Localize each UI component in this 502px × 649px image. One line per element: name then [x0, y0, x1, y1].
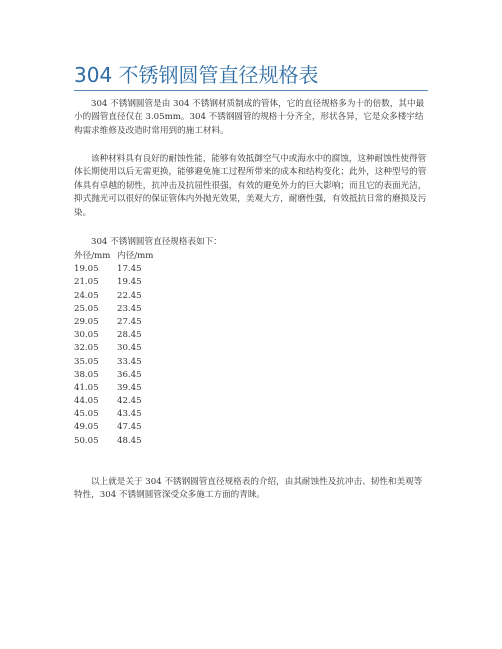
- inner-diameter-cell: 42.45: [117, 396, 142, 407]
- outer-diameter-cell: 25.05: [74, 303, 99, 314]
- inner-diameter-cell: 19.45: [117, 277, 142, 288]
- inner-diameter-cell: 22.45: [117, 290, 142, 301]
- outer-diameter-cell: 45.05: [74, 409, 99, 420]
- title-divider: [74, 90, 428, 91]
- outer-diameter-cell: 30.05: [74, 330, 99, 341]
- inner-diameter-cell: 23.45: [117, 303, 142, 314]
- outer-diameter-cell: 50.05: [74, 435, 99, 446]
- conclusion-paragraph: 以上就是关于 304 不锈钢圆管直径规格表的介绍，由其耐蚀性及抗冲击、韧性和美观等特性，304 不锈钢圆管深受众多施工方面的青睐。: [74, 477, 423, 501]
- header-outer-diameter: 外径/mm: [74, 251, 111, 261]
- table-row: [74, 382, 177, 395]
- table-row: [74, 369, 177, 382]
- inner-diameter-cell: 36.45: [117, 369, 142, 380]
- inner-diameter-cell: 28.45: [117, 330, 142, 341]
- outer-diameter-cell: 44.05: [74, 396, 99, 407]
- table-row: [74, 408, 177, 421]
- outer-diameter-cell: 38.05: [74, 369, 99, 380]
- outer-diameter-cell: 29.05: [74, 316, 99, 327]
- table-row: [74, 290, 177, 303]
- inner-diameter-cell: 48.45: [117, 435, 142, 446]
- table-row: [74, 421, 177, 434]
- inner-diameter-cell: 43.45: [117, 409, 142, 420]
- table-row: [74, 435, 177, 448]
- outer-diameter-cell: 21.05: [74, 277, 99, 288]
- outer-diameter-cell: 41.05: [74, 382, 99, 393]
- inner-diameter-cell: 33.45: [117, 356, 142, 367]
- table-intro: 304 不锈钢圆管直径规格表如下：: [91, 237, 222, 247]
- table-header-row: [74, 250, 177, 263]
- header-inner-diameter: 内径/mm: [117, 251, 154, 261]
- outer-diameter-cell: 19.05: [74, 264, 99, 275]
- inner-diameter-cell: 30.45: [117, 343, 142, 354]
- outer-diameter-cell: 32.05: [74, 343, 99, 354]
- table-row: [74, 329, 177, 342]
- table-row: [74, 303, 177, 316]
- table-row: [74, 356, 177, 369]
- spec-table: [74, 250, 177, 448]
- table-row: [74, 263, 177, 276]
- table-row: [74, 316, 177, 329]
- table-row: [74, 276, 177, 289]
- outer-diameter-cell: 49.05: [74, 422, 99, 433]
- inner-diameter-cell: 17.45: [117, 264, 142, 275]
- table-row: [74, 342, 177, 355]
- page-title: 304 不锈钢圆管直径规格表: [74, 63, 319, 87]
- inner-diameter-cell: 47.45: [117, 422, 142, 433]
- inner-diameter-cell: 39.45: [117, 382, 142, 393]
- outer-diameter-cell: 24.05: [74, 290, 99, 301]
- intro-paragraph: 304 不锈钢圆管是由 304 不锈钢材质制成的管体，它的直径规格多为十的倍数，其中最小的圆管直径仅在 3.05mm。304 不锈钢圆管的规格十分齐全，形状各异，它是众多楼宇结构需求维修及改造时常用到的施工材料。: [74, 99, 425, 136]
- inner-diameter-cell: 27.45: [117, 316, 142, 327]
- table-row: [74, 395, 177, 408]
- outer-diameter-cell: 35.05: [74, 356, 99, 367]
- properties-paragraph: 该种材料具有良好的耐蚀性能，能够有效抵御空气中或海水中的腐蚀，这种耐蚀性使得管体长期使用以后无需更换，能够避免施工过程所带来的成本和结构变化；此外，这种型号的管体具有卓越的韧性，抗冲击及抗屈性很强，有效的避免外力的巨大影响；而且它的表面光洁，抑式抛光可以很好的保证管体内外抛光效果，美观大方，耐磨性强，有效抵抗日常的磨损及污染。: [74, 154, 427, 218]
